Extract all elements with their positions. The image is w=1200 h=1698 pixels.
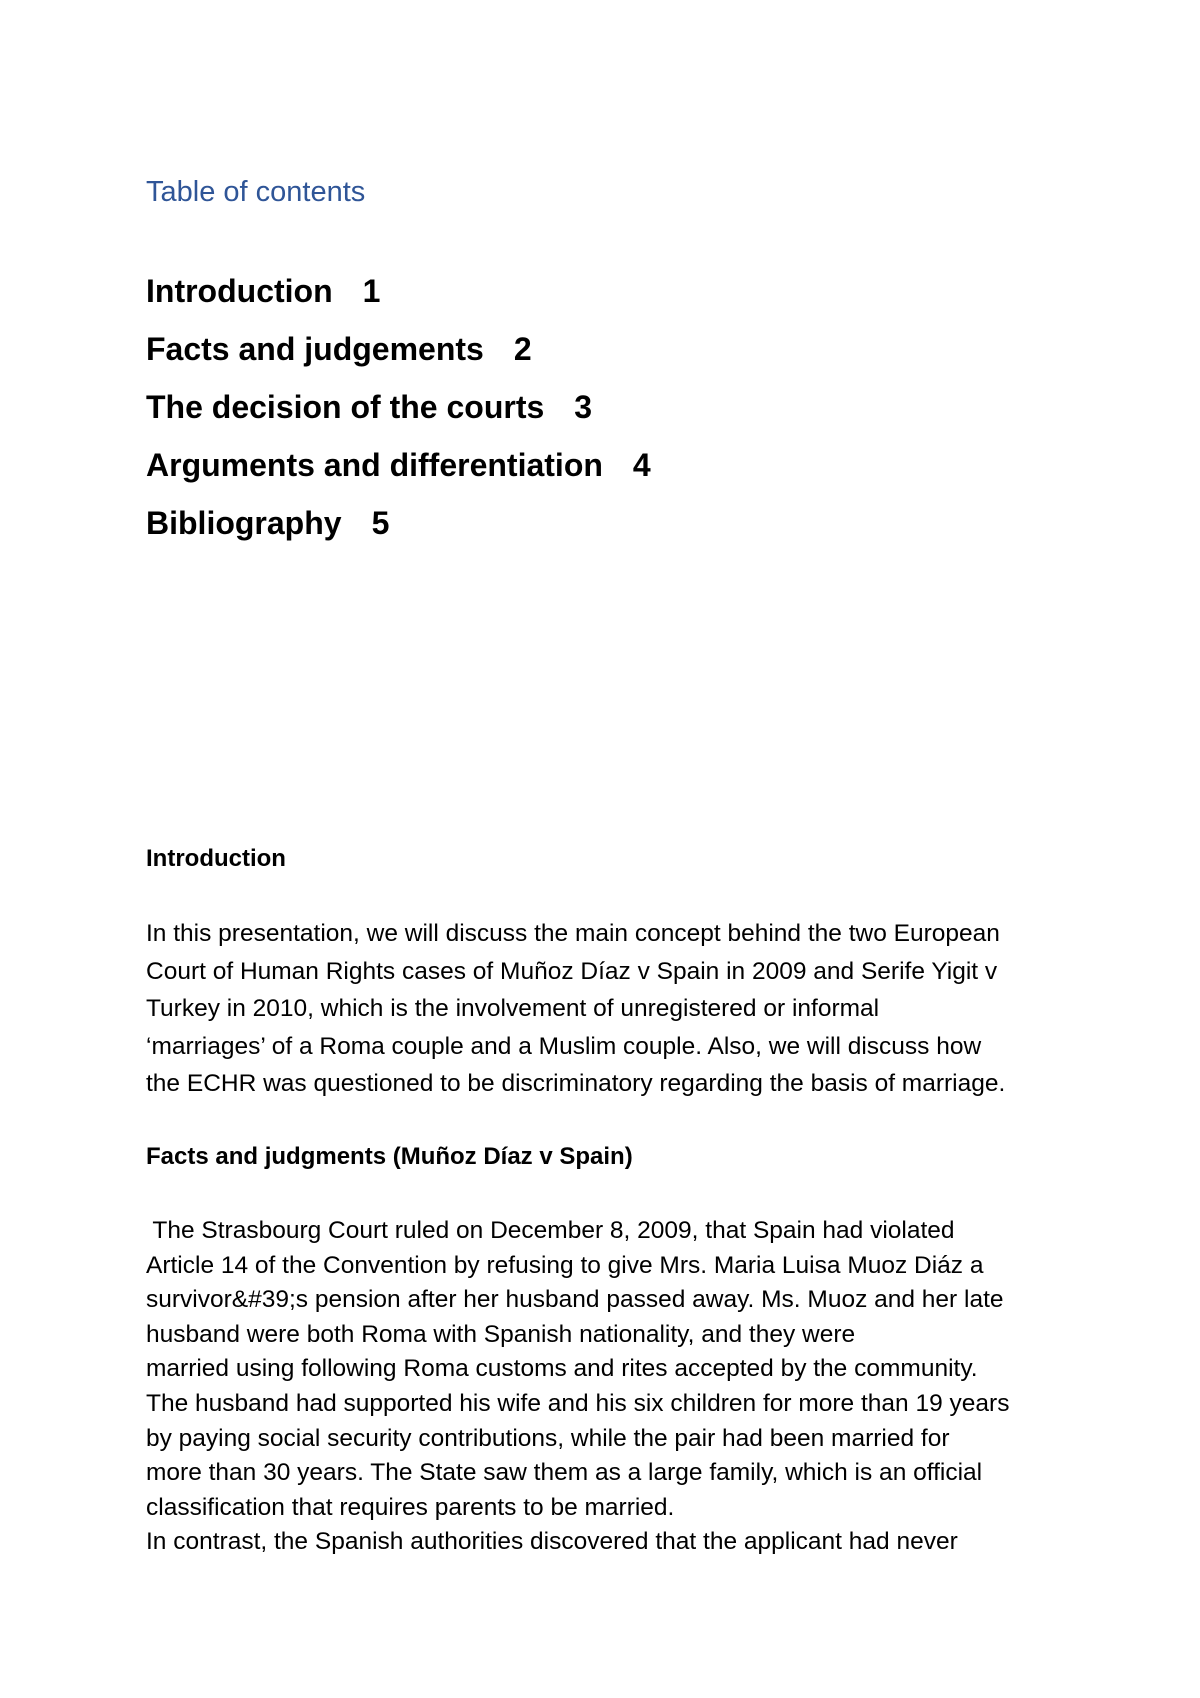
toc-entry-bibliography[interactable] <box>146 494 651 552</box>
toc-entry-label: Introduction <box>146 273 333 309</box>
toc-entry-page: 2 <box>513 331 532 367</box>
facts-heading: Facts and judgments (Muñoz Díaz v Spain) <box>146 1143 633 1170</box>
text-line: by paying social security contributions, while the pair had been married for <box>146 1424 950 1452</box>
text-line: The Strasbourg Court ruled on December 8, 2009, that Spain had violated <box>146 1217 955 1244</box>
toc-entry-label: Bibliography <box>146 505 342 541</box>
text-line: The husband had supported his wife and his six children for more than 19 years <box>146 1389 1010 1417</box>
toc-entry-label: Arguments and differentiation <box>146 447 603 483</box>
toc-list <box>146 262 651 552</box>
toc-entry-facts[interactable] <box>146 320 651 378</box>
toc-title: Table of contents <box>146 176 366 208</box>
text-line: classification that requires parents to be married. <box>146 1493 675 1521</box>
toc-entry-label: The decision of the courts <box>146 389 545 425</box>
toc-entry-page: 4 <box>632 447 651 483</box>
toc-entry-page: 5 <box>371 505 390 541</box>
toc-entry-label: Facts and judgements <box>146 331 484 367</box>
text-line: more than 30 years. The State saw them as a large family, which is an official <box>146 1459 983 1487</box>
text-line: In contrast, the Spanish authorities discovered that the applicant had never <box>146 1528 958 1556</box>
toc-entry-decision[interactable] <box>146 378 651 436</box>
toc-entry-page: 1 <box>362 273 381 309</box>
text-line: Article 14 of the Convention by refusing to give Mrs. Maria Luisa Muoz Diáz a <box>146 1251 984 1279</box>
text-line: In this presentation, we will discuss the main concept behind the two European <box>146 920 1000 947</box>
text-line: ‘marriages’ of a Roma couple and a Muslim couple. Also, we will discuss how <box>146 1032 982 1060</box>
text-line: husband were both Roma with Spanish nationality, and they were <box>146 1320 856 1348</box>
toc-entry-introduction[interactable] <box>146 262 651 320</box>
text-line: Court of Human Rights cases of Muñoz Díaz v Spain in 2009 and Serife Yigit v <box>146 957 998 985</box>
introduction-heading: Introduction <box>146 845 286 872</box>
text-line: married using following Roma customs and rites accepted by the community. <box>146 1355 978 1383</box>
text-line: Turkey in 2010, which is the involvement of unregistered or informal <box>146 995 880 1022</box>
toc-entry-arguments[interactable] <box>146 436 651 494</box>
toc-entry-page: 3 <box>574 389 593 425</box>
facts-paragraph <box>146 1214 1009 1560</box>
introduction-paragraph <box>146 915 1005 1103</box>
text-line: survivor&#39;s pension after her husband passed away. Ms. Muoz and her late <box>146 1286 1004 1314</box>
text-line: the ECHR was questioned to be discriminatory regarding the basis of marriage. <box>146 1070 1006 1097</box>
